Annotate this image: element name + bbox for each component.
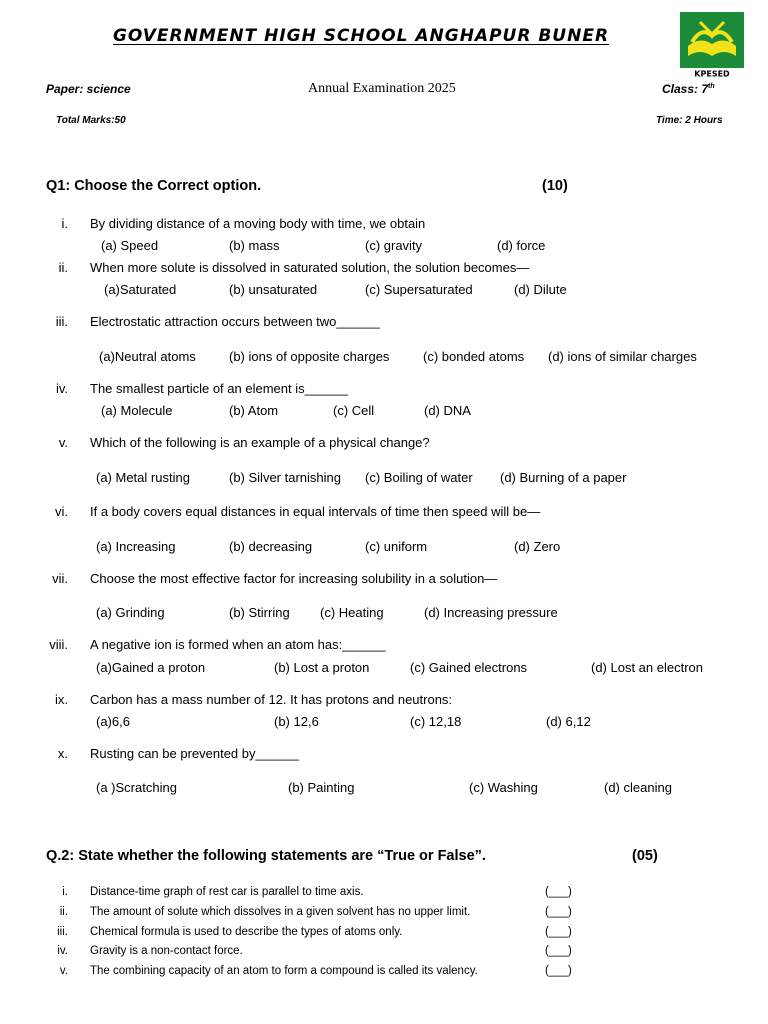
option-c: (c) 12,18 xyxy=(410,714,462,729)
time-allowed: Time: 2 Hours xyxy=(656,115,723,126)
option-a: (a)Gained a proton xyxy=(96,660,206,675)
option-c: (c) Gained electrons xyxy=(410,660,528,675)
option-d: (d) DNA xyxy=(424,403,471,418)
question-text: If a body covers equal distances in equal intervals of time then speed will be— xyxy=(90,504,541,519)
answer-blank[interactable]: (___) xyxy=(545,926,572,938)
option-b: (b) unsaturated xyxy=(229,282,318,297)
exam-title: Annual Examination 2025 xyxy=(308,81,456,96)
question-text: Which of the following is an example of a physical change? xyxy=(90,435,430,450)
q2-marks: (05) xyxy=(632,848,658,864)
answer-blank[interactable]: (___) xyxy=(545,886,572,898)
question-number: iii. xyxy=(55,314,68,329)
option-d: (d) 6,12 xyxy=(546,714,591,729)
option-b: (b) decreasing xyxy=(229,539,313,554)
option-d: (d) Burning of a paper xyxy=(500,470,627,485)
question-number: ii. xyxy=(58,260,68,275)
q1-marks: (10) xyxy=(542,178,568,194)
option-c: (c) uniform xyxy=(365,539,428,554)
statement-text: Distance-time graph of rest car is parallel to time axis. xyxy=(90,886,364,898)
option-d: (d) ions of similar charges xyxy=(548,349,697,364)
question-text: Rusting can be prevented by______ xyxy=(90,746,299,761)
option-d: (d) force xyxy=(497,238,546,253)
answer-blank[interactable]: (___) xyxy=(545,906,572,918)
question-text: Choose the most effective factor for increasing solubility in a solution— xyxy=(90,571,498,586)
option-c: (c) Supersaturated xyxy=(365,282,473,297)
question-number: v. xyxy=(58,435,68,450)
class-label xyxy=(662,82,715,96)
question-number: iv. xyxy=(55,381,68,396)
option-b: (b) Stirring xyxy=(229,605,290,620)
option-c: (c) Cell xyxy=(333,403,375,418)
question-number: vi. xyxy=(55,504,68,519)
question-text: A negative ion is formed when an atom has:______ xyxy=(90,637,386,652)
option-a: (a) Increasing xyxy=(96,539,176,554)
question-number: ix. xyxy=(55,692,68,707)
option-d: (d) cleaning xyxy=(604,780,672,795)
option-d: (d) Increasing pressure xyxy=(424,605,558,620)
option-b: (b) ions of opposite charges xyxy=(229,349,390,364)
question-number: i. xyxy=(61,216,68,231)
option-d: (d) Lost an electron xyxy=(591,660,704,675)
question-text: When more solute is dissolved in saturated solution, the solution becomes— xyxy=(90,260,530,275)
answer-blank[interactable]: (___) xyxy=(545,945,572,957)
option-a: (a)6,6 xyxy=(96,714,130,729)
option-c: (c) Heating xyxy=(320,605,384,620)
question-number: vii. xyxy=(52,571,68,586)
question-number: x. xyxy=(57,746,68,761)
option-a: (a) Metal rusting xyxy=(96,470,190,485)
class-text: Class: 7 xyxy=(662,82,709,96)
question-text: By dividing distance of a moving body with time, we obtain xyxy=(90,216,426,231)
paper-subject: Paper: science xyxy=(46,82,131,96)
answer-blank[interactable]: (___) xyxy=(545,965,572,977)
option-b: (b) 12,6 xyxy=(274,714,319,729)
statement-text: The combining capacity of an atom to form a compound is called its valency. xyxy=(90,965,478,977)
logo-text: KPESED xyxy=(694,69,730,78)
statement-text: Gravity is a non-contact force. xyxy=(90,945,243,957)
option-b: (b) Silver tarnishing xyxy=(229,470,341,485)
option-b: (b) Painting xyxy=(288,780,355,795)
option-a: (a)Neutral atoms xyxy=(99,349,196,364)
question-number: viii. xyxy=(49,637,68,652)
question-text: The smallest particle of an element is______ xyxy=(90,381,348,396)
option-a: (a) Molecule xyxy=(101,403,173,418)
option-b: (b) mass xyxy=(229,238,280,253)
statement-number: iv. xyxy=(57,945,68,957)
option-c: (c) Boiling of water xyxy=(365,470,473,485)
option-b: (b) Lost a proton xyxy=(274,660,370,675)
question-text: Carbon has a mass number of 12. It has protons and neutrons: xyxy=(90,692,453,707)
statement-number: v. xyxy=(59,965,68,977)
statement-text: Chemical formula is used to describe the types of atoms only. xyxy=(90,926,403,938)
option-c: (c) gravity xyxy=(365,238,423,253)
option-a: (a) Speed xyxy=(101,238,159,253)
statement-number: i. xyxy=(62,886,68,898)
kpesed-logo xyxy=(680,12,744,78)
class-superscript: th xyxy=(708,83,715,90)
option-d: (d) Zero xyxy=(514,539,561,554)
option-d: (d) Dilute xyxy=(514,282,567,297)
statement-text: The amount of solute which dissolves in a given solvent has no upper limit. xyxy=(90,906,471,918)
option-c: (c) bonded atoms xyxy=(423,349,525,364)
option-a: (a) Grinding xyxy=(96,605,165,620)
option-a: (a )Scratching xyxy=(96,780,177,795)
question-text: Electrostatic attraction occurs between two______ xyxy=(90,314,380,329)
total-marks: Total Marks:50 xyxy=(56,115,126,126)
q2-heading: Q.2: State whether the following statements are “True or False”. xyxy=(46,848,486,864)
option-a: (a)Saturated xyxy=(104,282,177,297)
statement-number: iii. xyxy=(57,926,68,938)
statement-number: ii. xyxy=(59,906,68,918)
option-c: (c) Washing xyxy=(469,780,538,795)
school-name: GOVERNMENT HIGH SCHOOL ANGHAPUR BUNER xyxy=(112,26,610,46)
q1-heading: Q1: Choose the Correct option. xyxy=(46,178,262,194)
option-b: (b) Atom xyxy=(229,403,279,418)
